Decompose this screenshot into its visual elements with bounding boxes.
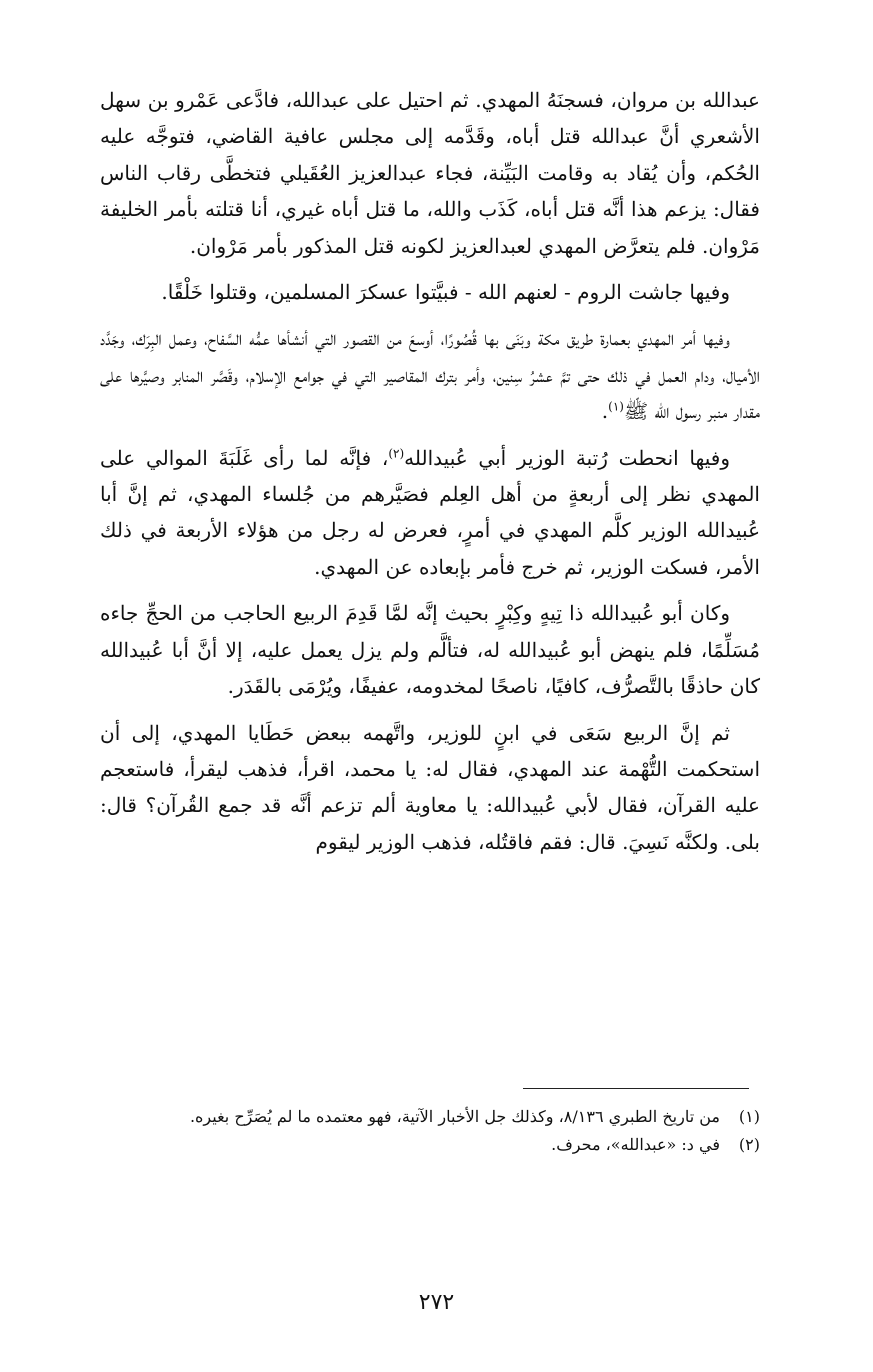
footnote-text: في د: «عبدالله»، محرف. — [551, 1135, 720, 1154]
footnote-reference: (٢) — [388, 446, 405, 460]
paragraph-text: وفيها جاشت الروم - لعنهم الله - فبيَّتوا عسكرَ المسلمين، وقتلوا خَلْقًا. — [161, 280, 730, 305]
footnote-number: (٢) — [738, 1135, 760, 1154]
footnotes — [100, 1103, 760, 1159]
paragraph — [100, 715, 760, 861]
footnote-number: (١) — [738, 1107, 760, 1126]
footnote-divider — [523, 1088, 749, 1089]
paragraph-text-continued: ، فإنَّه لما رأى غَلَبَةَ الموالي على المهدي نظر إلى أربعةٍ من أهل العِلم فصَيَّرهم من جُلساء المهدي، ثم إنَّ أبا عُبيدالله الوزير كلَّم المهدي في أمرٍ، فعرض له رجل من هؤلاء الأربعة في ذلك الأمر، فسكت الوزير، ثم خرج فأمر بإبعاده عن المهدي. — [100, 445, 760, 579]
paragraph — [100, 440, 760, 586]
paragraph-text: وفيها انحطت رُتبة الوزير أبي عُبيدالله — [404, 445, 730, 470]
page-number: ٢٧٢ — [418, 1290, 455, 1315]
paragraph-text: وكان أبو عُبيدالله ذا تِيهٍ وكِبْرٍ بحيث إنَّه لمَّا قَدِمَ الربيع الحاجب من الحجِّ جاءه مُسَلِّمًا، فلم ينهض أبو عُبيدالله له، فتألَّم ولم يزل يعمل عليه، إلا أنَّ أبا عُبيدالله كان حاذقًا بالتَّصرُّف، كافيًا، ناصحًا لمخدومه، عفيفًا، ويُرْمَى بالقَدَر. — [100, 601, 760, 699]
paragraph-text: وفيها أمر المهدي بعمارة طريق مكة وبَنَى بها قُصُورًا، أوسعَ من القصور التي أنشأها عمُّه السَّفاح، وعمل البِرَك، وجَدَّد الأميال، ودام العمل في ذلك حتى تمَّ عشرُ سِنين، وأمر بترك المقاصير التي في جوامع الإسلام، وقَصَّر المنابر وصيَّرها على مقدار منبر رسول الله ﷺ — [100, 326, 760, 424]
footnote-text: من تاريخ الطبري ٨/١٣٦، وكذلك جل الأخبار الآتية، فهو معتمده ما لم يُصَرِّح بغيره. — [189, 1107, 720, 1126]
main-text — [100, 82, 760, 870]
footnote — [100, 1131, 760, 1159]
paragraph — [100, 274, 760, 310]
footnote-reference: (١) — [608, 399, 624, 414]
paragraph — [100, 82, 760, 264]
paragraph-text: عبدالله بن مروان، فسجنَهُ المهدي. ثم احتيل على عبدالله، فادَّعى عَمْرو بن سهل الأشعري أنَّ عبدالله قتل أباه، وقَدَّمه إلى مجلس عافية القاضي، فتوجَّه عليه الحُكم، وأن يُقاد به وقامت البَيِّنة، فجاء عبدالعزيز العُقَيلي فتخطَّى رقاب الناس فقال: يزعم هذا أنَّه قتل أباه، كَذَب والله، ما قتل أباه غيري، أنا قتلته بأمر الخليفة مَرْوان. فلم يتعرَّض المهدي لعبدالعزيز لكونه قتل المذكور بأمر مَرْوان. — [100, 88, 760, 258]
footnote — [100, 1103, 760, 1131]
paragraph — [100, 595, 760, 704]
paragraph — [100, 320, 760, 429]
paragraph-text-continued: . — [601, 399, 609, 424]
paragraph-text: ثم إنَّ الربيع سَعَى في ابنٍ للوزير، واتَّهمه ببعض حَطَايا المهدي، إلى أن استحكمت التُّهْمة عند المهدي، فقال له: يا محمد، اقرأ، فذهب ليقرأ، فاستعجم عليه القرآن، فقال لأبي عُبيدالله: يا معاوية ألم تزعم أنَّه قد جمع القُرآن؟ قال: بلى. ولكنَّه نَسِيَ. قال: فقم فاقتُله، فذهب الوزير ليقوم — [100, 720, 760, 854]
